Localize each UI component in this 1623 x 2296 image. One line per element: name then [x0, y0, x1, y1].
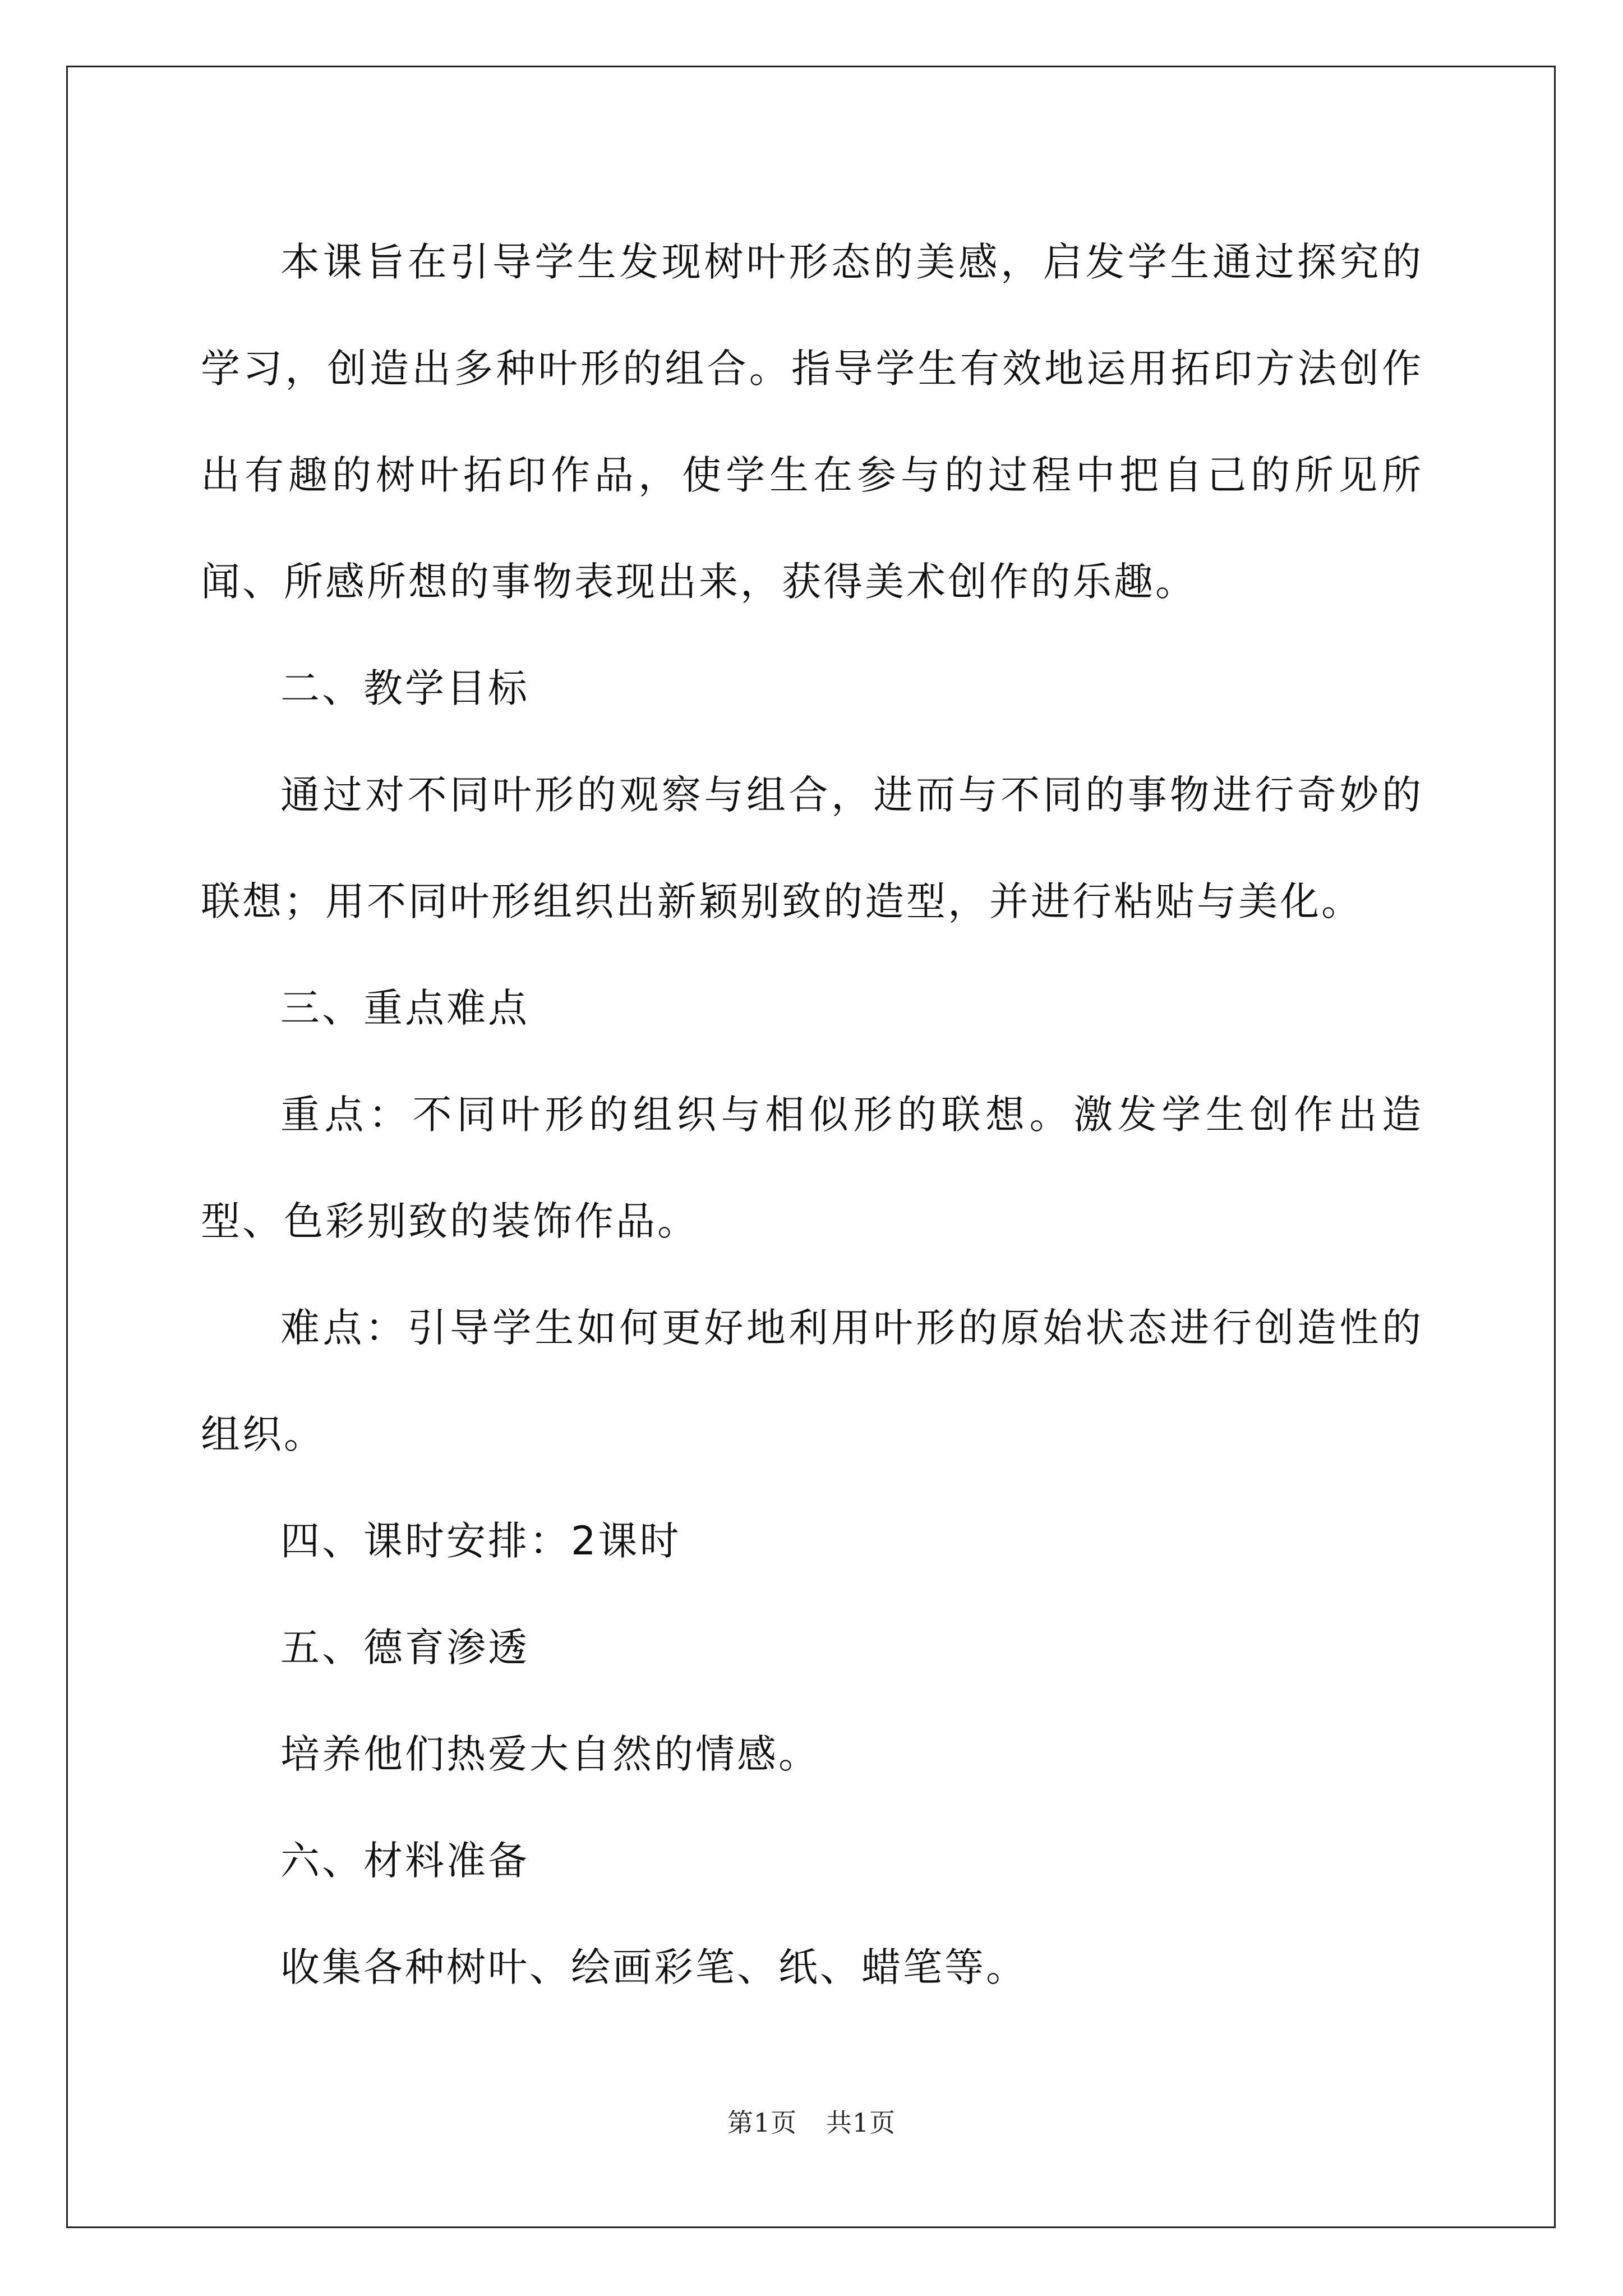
heading-materials: 六、材料准备	[280, 1838, 529, 1884]
paragraph-key-points: 重点：不同叶形的组织与相似形的联想。激发学生创作出造型、色彩别致的装饰作品。	[201, 1092, 1423, 1244]
paragraph-difficulties: 难点：引导学生如何更好地利用叶形的原始状态进行创造性的组织。	[201, 1305, 1423, 1457]
page-number-current: 第1页	[727, 2108, 797, 2138]
paragraph-materials: 收集各种树叶、绘画彩笔、纸、蜡笔等。	[280, 1944, 1027, 1990]
heading-teaching-goals: 二、教学目标	[280, 665, 529, 711]
paragraph-moral-education: 培养他们热爱大自然的情感。	[280, 1731, 820, 1777]
page-footer	[0, 2102, 1623, 2139]
heading-moral-education: 五、德育渗透	[280, 1625, 529, 1671]
paragraph-intro: 本课旨在引导学生发现树叶形态的美感，启发学生通过探究的学习，创造出多种叶形的组合。指导学生有效地运用拓印方法创作出有趣的树叶拓印作品，使学生在参与的过程中把自己的所见所闻、所感所想的事物表现出来，获得美术创作的乐趣。	[201, 239, 1423, 605]
heading-key-difficulties: 三、重点难点	[280, 985, 529, 1031]
document-body	[201, 209, 1423, 2021]
page-number-total: 共1页	[826, 2108, 896, 2138]
paragraph-teaching-goals: 通过对不同叶形的观察与组合，进而与不同的事物进行奇妙的联想；用不同叶形组织出新颖别致的造型，并进行粘贴与美化。	[201, 772, 1423, 924]
heading-class-hours: 四、课时安排：2课时	[280, 1518, 681, 1564]
